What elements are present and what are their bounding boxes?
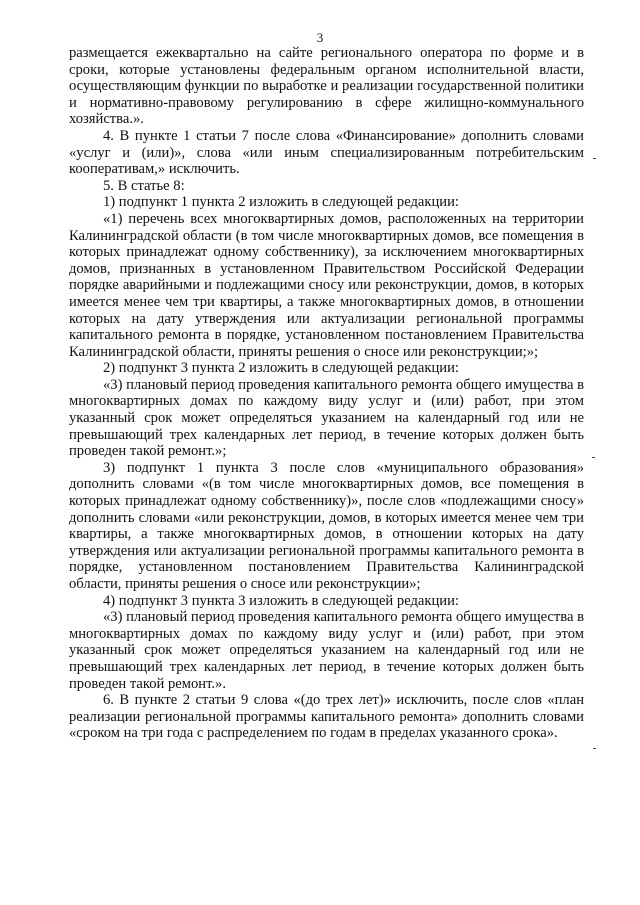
page-number: 3 xyxy=(316,30,324,45)
paragraph-subitem-2-text: «3) плановый период проведения капитального ремонта общего имущества в многоквартирных домах по каждому виду услуг и (или) работ, при этом указанный срок может определяться указанием на календарный год или не превышающий трех календарных лет период, в течение которых должен быть проведен такой ремонт.»; xyxy=(69,376,584,460)
paragraph-item-5-heading: 5. В статье 8: xyxy=(103,177,185,194)
paragraph-item-6: 6. В пункте 2 статьи 9 слова «(до трех лет)» исключить, после слов «план реализации региональной программы капитального ремонта» дополнить словами «сроком на три года с распределением по годам в пределах указанного срока». xyxy=(69,692,584,742)
scan-mark xyxy=(592,457,595,458)
paragraph-item-4: 4. В пункте 1 статьи 7 после слова «Финансирование» дополнить словами «услуг и (или)», слова «или иным специализированным потребительским кооперативам,» исключить. xyxy=(69,127,584,178)
scan-mark xyxy=(593,158,596,159)
paragraph-subitem-1-heading: 1) подпункт 1 пункта 2 изложить в следующей редакции: xyxy=(103,194,459,211)
paragraph-subitem-4-heading: 4) подпункт 3 пункта 3 изложить в следующей редакции: xyxy=(103,592,459,609)
paragraph-subitem-2-heading: 2) подпункт 3 пункта 2 изложить в следующей редакции: xyxy=(103,360,459,377)
scan-mark xyxy=(593,748,596,749)
paragraph-continuation: размещается ежеквартально на сайте регионального оператора по форме и в сроки, которые установлены федеральным органом исполнительной власти, осуществляющим функции по выработке и реализации государственной политики и нормативно-правовому регулированию в сфере жилищно-коммунального хозяйства.». xyxy=(69,45,584,128)
document-body xyxy=(69,45,584,742)
paragraph-subitem-1-text: «1) перечень всех многоквартирных домов, расположенных на территории Калининградской области (в том числе многоквартирных домов, все помещения в которых принадлежат одному собственнику), за исключением многоквартирных домов, признанных в установленном Правительством Российской Федерации порядке аварийными и подлежащими сносу или реконструкции, домов, в которых имеется менее чем три квартиры, а также многоквартирных домов, в отношении которых на дату утверждения или актуализации региональной программы капитального ремонта в порядке, установленном постановлением Правительства Калининградской области, приняты решения о сносе или реконструкции;»; xyxy=(69,210,584,360)
paragraph-subitem-4-text: «3) плановый период проведения капитального ремонта общего имущества в многоквартирных домах по каждому виду услуг и (или) работ, при этом указанный срок может определяться указанием на календарный год или не превышающий трех календарных лет период, в течение которых должен быть проведен такой ремонт.». xyxy=(69,609,584,692)
paragraph-subitem-3: 3) подпункт 1 пункта 3 после слов «муниципального образования» дополнить словами «(в том числе многоквартирных домов, все помещения в которых принадлежат одному собственнику)», после слов «подлежащими сносу» дополнить словами «или реконструкции, домов, в которых имеется менее чем три квартиры, а также многоквартирных домов, в отношении которых на дату утверждения или актуализации региональной программы капитального ремонта в порядке, установленном постановлением Правительства Калининградской области, приняты решения о сносе или реконструкции»; xyxy=(69,459,584,592)
